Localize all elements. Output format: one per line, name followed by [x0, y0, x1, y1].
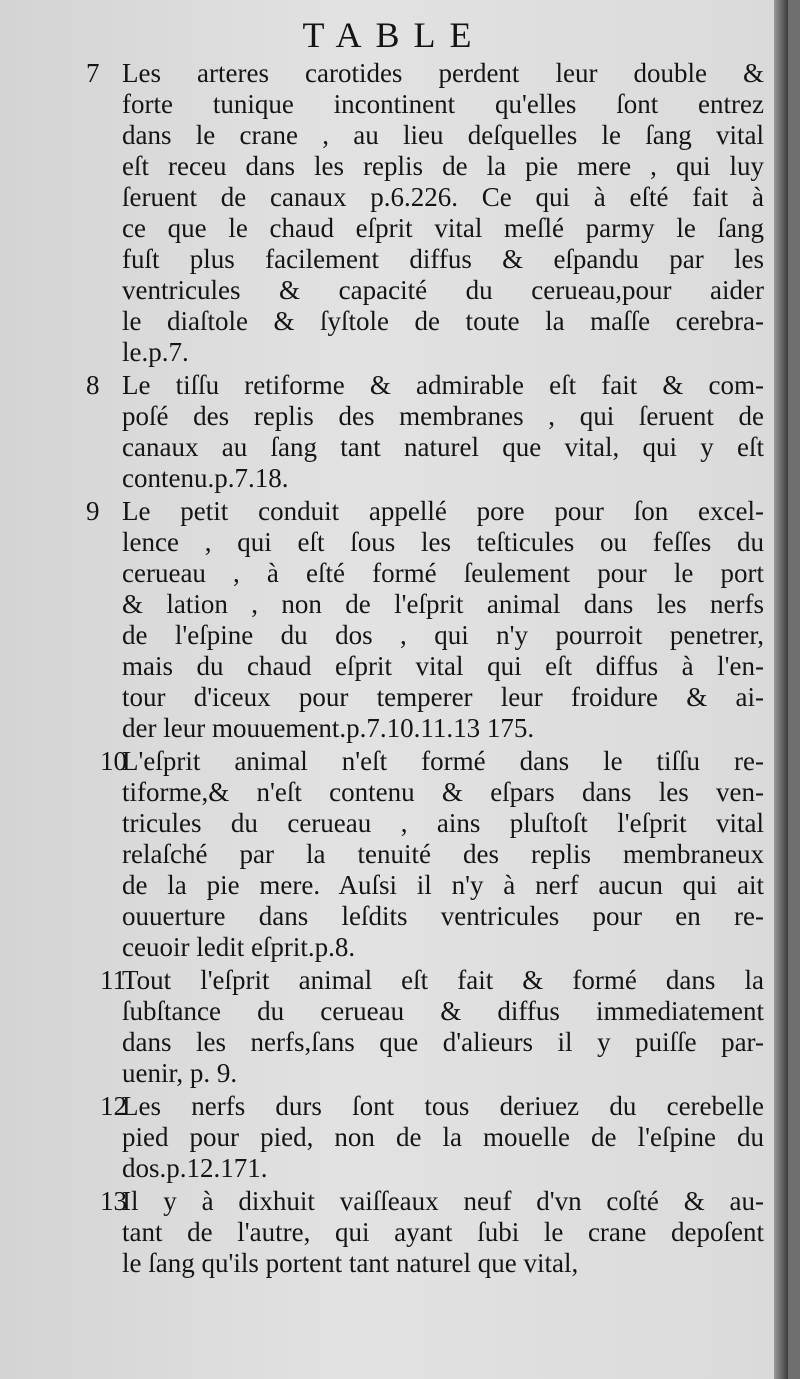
entry-line: dans les nerfs,ſans que d'alieurs il y puiſſe par-	[122, 1027, 764, 1057]
entry-line: forte tunique incontinent qu'elles ſont entrez	[122, 89, 764, 119]
entry-line: relaſché par la tenuité des replis membraneux	[122, 839, 764, 869]
entry-line: le ſang qu'ils portent tant naturel que vital,	[122, 1248, 579, 1278]
entry-line: tiforme,& n'eſt contenu & eſpars dans les ven-	[122, 777, 764, 807]
entry-line: Le tiſſu retiforme & admirable eſt fait & com-	[122, 370, 764, 400]
entry-line: lence , qui eſt ſous les teſticules ou feſſes du	[122, 527, 764, 557]
entry-number: 8	[86, 370, 100, 400]
entry-line: ceuoir ledit eſprit.p.8.	[122, 932, 356, 962]
entry-line: der leur mouuement.p.7.10.11.13 175.	[122, 713, 535, 743]
running-head-title: TABLE	[302, 15, 486, 55]
entry-line: de l'eſpine du dos , qui n'y pourroit penetrer,	[122, 620, 764, 650]
entry-line: tricules du cerueau , ains pluſtoſt l'eſprit vital	[122, 808, 764, 838]
entry-line: Il y à dixhuit vaiſſeaux neuf d'vn coſté & au-	[122, 1186, 764, 1216]
entry-line: canaux au ſang tant naturel que vital, qui y eſt	[122, 432, 764, 462]
entry-line: uenir, p. 9.	[122, 1058, 238, 1088]
entry-number: 10	[100, 746, 127, 776]
entry-line: L'eſprit animal n'eſt formé dans le tiſſu re-	[122, 746, 764, 776]
entry-line: ouuerture dans leſdits ventricules pour en re-	[122, 901, 764, 931]
entry-line: mais du chaud eſprit vital qui eſt diffus à l'en-	[122, 651, 764, 681]
entry-line: ſeruent de canaux p.6.226. Ce qui à eſté fait à	[122, 182, 764, 212]
entry-line: fuſt plus facilement diffus & eſpandu par les	[122, 244, 764, 274]
entry-line: dans le crane , au lieu deſquelles le ſang vital	[122, 120, 764, 150]
entry-number: 12	[100, 1091, 127, 1121]
entry-line: & lation , non de l'eſprit animal dans les nerfs	[122, 589, 764, 619]
entry-number: 9	[86, 496, 100, 526]
entry-line: Les nerfs durs ſont tous deriuez du cerebelle	[122, 1091, 764, 1121]
entry-line: tant de l'autre, qui ayant ſubi le crane depoſent	[122, 1217, 764, 1247]
entry-line: le diaſtole & ſyſtole de toute la maſſe cerebra-	[122, 306, 764, 336]
entry-line: dos.p.12.171.	[122, 1153, 268, 1183]
entry-line: contenu.p.7.18.	[122, 463, 289, 493]
entry-line: ſubſtance du cerueau & diffus immediatement	[122, 996, 764, 1026]
entry-number: 11	[100, 965, 126, 995]
entry-line: ventricules & capacité du cerueau,pour aider	[122, 275, 764, 305]
entry-number: 13	[100, 1186, 127, 1216]
entry-line: pied pour pied, non de la mouelle de l'eſpine du	[122, 1122, 764, 1152]
entry-line: Le petit conduit appellé pore pour ſon excel-	[122, 496, 764, 526]
entry-line: eſt receu dans les replis de la pie mere , qui luy	[122, 151, 764, 181]
entry-number: 7	[86, 58, 100, 88]
entry-line: le.p.7.	[122, 337, 189, 367]
entry-line: ce que le chaud eſprit vital meſlé parmy le ſang	[122, 213, 764, 243]
entry-line: Les arteres carotides perdent leur double &	[122, 58, 764, 88]
page-edge-shadow	[774, 0, 788, 1379]
entry-line: cerueau , à eſté formé ſeulement pour le port	[122, 558, 764, 588]
entry-line: poſé des replis des membranes , qui ſeruent de	[122, 401, 764, 431]
entry-line: tour d'iceux pour temperer leur froidure & ai-	[122, 682, 764, 712]
entry-line: Tout l'eſprit animal eſt fait & formé dans la	[122, 965, 764, 995]
entry-line: de la pie mere. Auſsi il n'y à nerf aucun qui ait	[122, 870, 764, 900]
